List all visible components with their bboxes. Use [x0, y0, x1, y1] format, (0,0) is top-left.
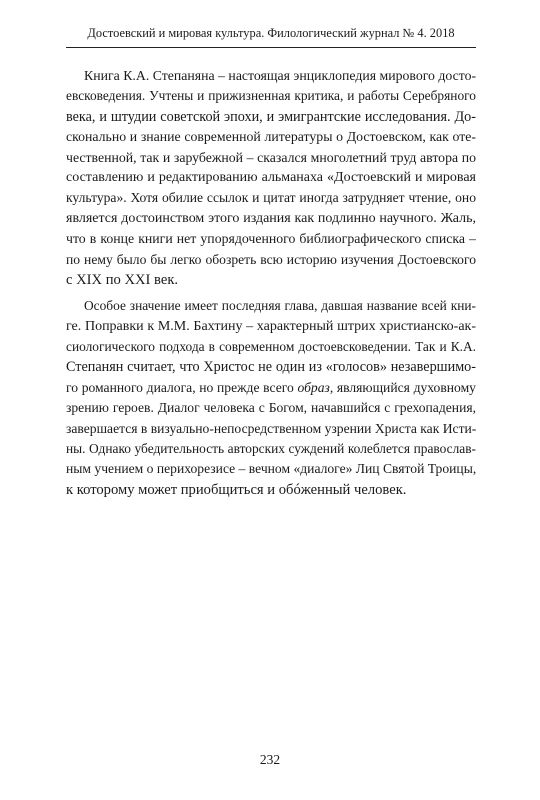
header-rule: [66, 47, 476, 48]
text-line: что в конце книги нет упорядоченного библиографического списка –: [66, 231, 476, 247]
running-header: Достоевский и мировая культура. Филологический журнал № 4. 2018: [87, 26, 455, 40]
text-line: с XIX по XXI век.: [66, 271, 179, 288]
text-line: является достоинством этого издания как подлинно научного. Жаль,: [66, 210, 476, 226]
text-line: завершается в визуально-непосредственном узрении Христа как Исти-: [66, 420, 476, 436]
article-body: [66, 66, 476, 506]
page-number: 232: [259, 752, 281, 767]
text-line: зрению героев. Диалог человека с Богом, начавшийся с грехопадения,: [66, 400, 476, 416]
text-line: ным учением о перихорезисе – вечном «диалоге» Лиц Святой Троицы,: [66, 461, 476, 477]
paragraph-2: [66, 296, 476, 500]
paragraph-1: [66, 66, 476, 290]
text-line: по нему было бы легко обозреть всю историю изучения Достоевского: [66, 251, 476, 267]
text-line: сконально и знание современной литературы о Достоевском, как оте-: [66, 129, 476, 145]
text-line: к которому может приобщиться и обóженный человек.: [66, 481, 407, 498]
text-line: составлению и редактированию альманаха «Достоевский и мировая: [66, 169, 476, 185]
text-line: сиологического подхода в современном достоевсковедении. Так и К.А.: [66, 339, 476, 355]
text-line: ны. Однако убедительность авторских суждений колеблется православ-: [66, 441, 476, 457]
text-line: чественной, так и зарубежной – сказался многолетний труд автора по: [66, 149, 476, 165]
text-line: Степанян считает, что Христос не один из «голосов» незавершимо-: [66, 359, 476, 376]
emphasis-text: образ: [297, 379, 330, 395]
text-line: Особое значение имеет последняя глава, давшая название всей кни-: [84, 298, 476, 314]
text-line: ге. Поправки к М.М. Бахтину – характерный штрих христианско-ак-: [66, 318, 476, 334]
text-line: века, и штудии советской эпохи, и эмигрантские исследования. До-: [66, 108, 476, 125]
text-line: Книга К.А. Степаняна – настоящая энциклопедия мирового досто-: [84, 68, 476, 83]
text-line: культура». Хотя обилие ссылок и цитат иногда затрудняет чтение, оно: [66, 190, 476, 206]
text-line: го романного диалога, но прежде всего образ, являющийся духовному: [66, 379, 476, 395]
text-line: евсковедения. Учтены и прижизненная критика, и работы Серебряного: [66, 88, 476, 104]
